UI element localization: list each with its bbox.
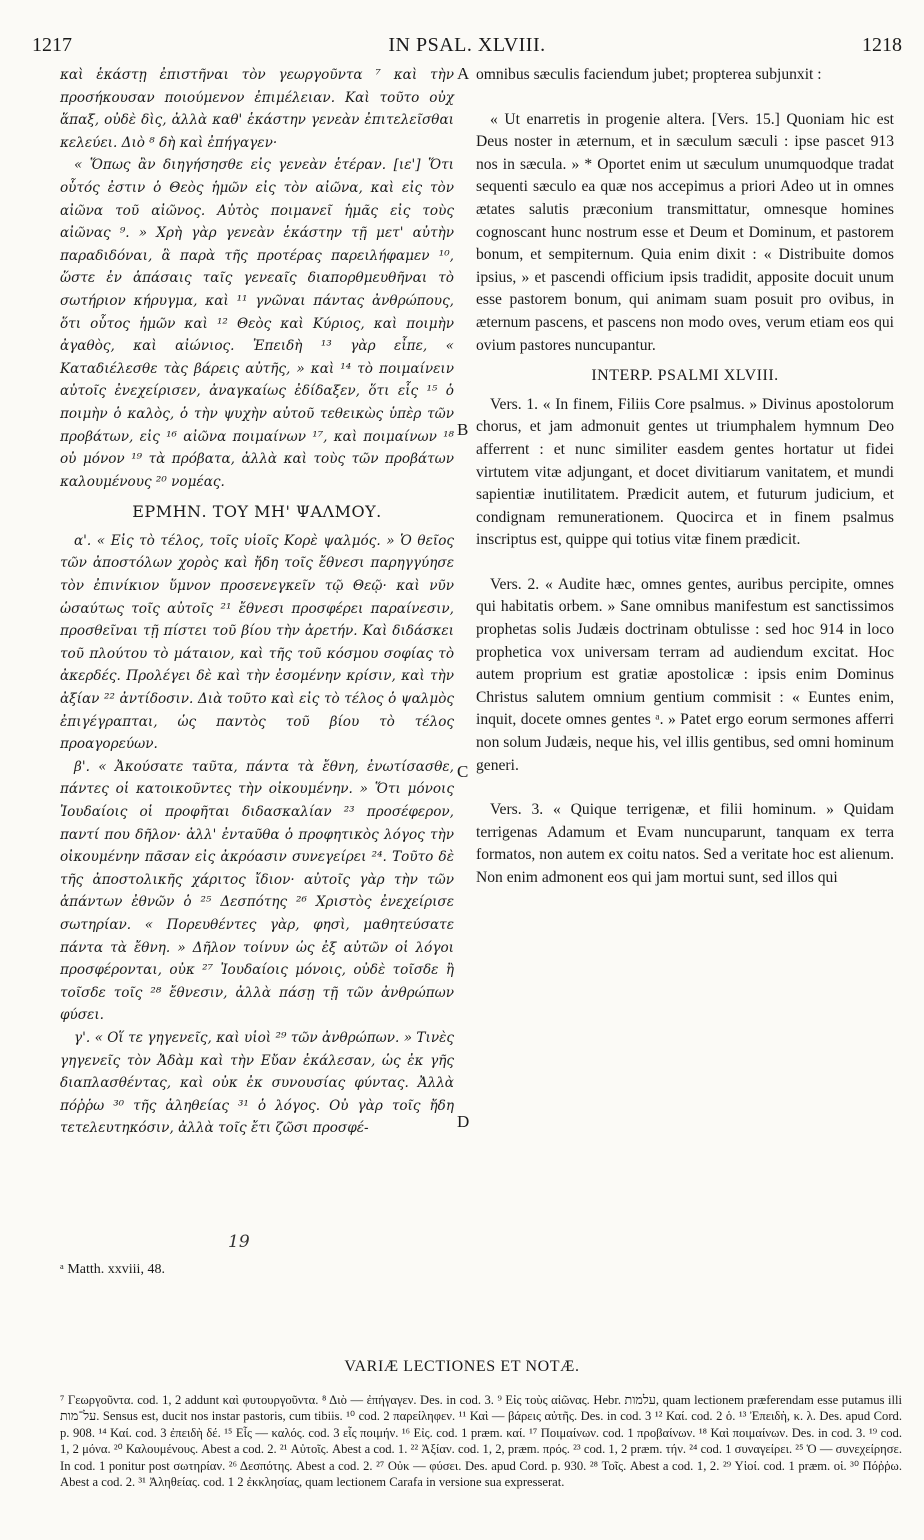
greek-verse-paragraph: β'. « Ἀκούσατε ταῦτα, πάντα τὰ ἔθνη, ἐνωτίσασθε, πάντες οἱ κατοικοῦντες τὴν οἰκουμένην. » Ὅτι μόνοις Ἰουδαίοις οἱ προφῆται διδασκαλίαν ²³ προσέφερον, παντί που δῆλον· ἀλλ' ἐνταῦθα ὁ προφητικὸς λόγος τὴν οἰκουμένην πᾶσαν εἰς ἀκρόασιν συνεγείρει ²⁴. Τοῦτο δὲ τῆς ἀποστολικῆς χάριτος ἴδιον· αὐτοῖς γὰρ τὴν τῶν ἁπάντων ἐθνῶν ὁ ²⁵ Δεσπότης ²⁶ Χριστὸς ἐνεχείρισε σωτηρίαν. « Πορευθέντες γὰρ, φησὶ, μαθητεύσατε πάντα τὰ ἔθνη. » Δῆλον τοίνυν ὡς ἐξ αὐτῶν οἱ λόγοι προσφέρονται, οὐκ ²⁷ Ἰουδαίοις μόνοις, οὐδὲ τοῖσδε ἢ τοῖσδε τοῖς ²⁸ ἔθνεσιν, ἀλλὰ πάσῃ τῇ τῶν ἀνθρώπων φύσει. [60, 758, 454, 1024]
latin-section-heading: INTERP. PSALMI XLVIII. [591, 367, 779, 385]
variae-lectiones-text: ⁷ Γεωργοῦντα. cod. 1, 2 addunt καὶ φυτουργοῦντα. ⁸ Διὸ — ἐπήγαγεν. Des. in cod. 3. ⁹ Εἰς τοὺς αἰῶνας. Hebr. עלמות, quam lectionem præferendam esse putamus illi על־מות. Sensus est, ducit nos instar pastoris, cum tibiis. ¹⁰ cod. 2 παρείληφεν. ¹¹ Καὶ — βάρεις αὐτῆς. Des. in cod. 3 ¹² Καί. cod. 2 ὁ. ¹³ Ἐπειδὴ, κ. λ. Des. apud Cord. p. 908. ¹⁴ Καί. cod. 3 ἐπειδὴ δέ. ¹⁵ Εἷς — καλός. cod. 3 εἷς ποιμήν. ¹⁶ Εἰς. cod. 1 præm. καί. ¹⁷ Ποιμαίνων. cod. 1 προβαίνων. ¹⁸ Καὶ ποιμαίνων. Des. in cod. 3. ¹⁹ cod. 1, 2 μόνα. ²⁰ Καλουμένους. Abest a cod. 2. ²¹ Αὐτοῖς. Abest a cod. 1. ²² Ἀξίαν. cod. 1, 2, præm. πρός. ²³ cod. 1, 2 præm. τήν. ²⁴ cod. 1 συναγείρει. ²⁵ Ὁ — συνεχείρησε. In cod. 1 ponitur post σωτηρίαν. ²⁶ Δεσπότης. Abest a cod. 2. ²⁷ Οὐκ — φύσει. Des. apud Cord. p. 930. ²⁸ Τοῖς. Abest a cod. 1, 2. ²⁹ Υἱοί. cod. 1 præm. οἱ. ³⁰ Πόῤῥω. Abest a cod. 2. ³¹ Ἀληθείας. cod. 1 2 ἐκκλησίας, quam lectionem Carafa in versione sua expresserat. [60, 1393, 902, 1490]
greek-section-heading: ΕΡΜΗΝ. ΤΟΥ ΜΗ' ΨΑΛΜΟΥ. [132, 502, 382, 522]
spacer [476, 552, 894, 574]
column-marker-d: D [457, 1112, 470, 1131]
latin-paragraph: omnibus sæculis faciendum jubet; propterea subjunxit : [476, 66, 822, 83]
greek-verse-paragraph: γ'. « Οἵ τε γηγενεῖς, καὶ υἱοὶ ²⁹ τῶν ἀνθρώπων. » Τινὲς γηγενεῖς τὸν Ἀδὰμ καὶ τὴν Εὔαν ἐκάλεσαν, ὡς ἐκ γῆς διαπλασθέντας, καὶ οὐκ ἐκ συνουσίας φύντας. Ἀλλὰ πόῤῥω ³⁰ τῆς ἀληθείας ³¹ ὁ λόγος. Οὐ γὰρ τοῖς ἤδη τετελευτηκόσιν, ἀλλὰ τοῖς ἔτι ζῶσι προσφέ- [60, 1029, 454, 1137]
page-number-right: 1218 [862, 34, 902, 56]
column-marker-a: A [457, 64, 470, 83]
latin-paragraph: « Ut enarretis in progenie altera. [Vers. 15.] Quoniam hic est Deus noster in æternum, et in sæculum sæculi : ipse pascet 913 nos in sæcula. » * Oportet enim ut sæculum unumquodque tradat sequenti sæculo ea quæ nos accepimus a priori Adeo ut in omnes ætates salutis præconium transmittatur, omnesque homines cognoscant hunc nostrum esse et Deum et Dominum, et pastorem bonum, et sempiternum. Quia enim dixit : « Distribuite domos ipsius, » et pascendi officium ipsis tradidit, apposite docuit unum esse pastorem bonum, qui animam suam posuit pro ovibus, in æternum pascens, et pascens non modo oves, verum etiam eos qui ovium pastores nuncupantur. [476, 110, 894, 354]
latin-verse-paragraph: Vers. 3. « Quique terrigenæ, et filii hominum. » Quidam terrigenas Adamum et Evam nuncuparunt, tanquam ex terra formatos, non autem ex coitu natos. Sed a veritate hoc est alienum. Non enim admonent eos qui jam mortui sunt, sed illos qui [476, 801, 894, 886]
column-marker-c: C [457, 762, 469, 781]
latin-column [476, 64, 894, 890]
footnote: ᵃ Matth. xxviii, 48. [60, 1262, 165, 1277]
latin-verse-paragraph: Vers. 2. « Audite hæc, omnes gentes, auribus percipite, omnes qui habitatis orbem. » Sane omnibus manifestum est sanctissimos prophetas solis Judæis doctrinam obtulisse : sed hoc 914 in loco prophetica vox universam terram ad audiendum excitat. Hoc autem proprium est gratiæ apostolicæ : ipsis enim Dominus Christus salutem omnium gentium commisit : « Euntes enim, inquit, docete omnes gentes ᵃ. » Patet ergo eorum sermones afferri non solum Judæis, neque his, vel illis gentibus, sed omni hominum generi. [476, 575, 895, 774]
page-number-left: 1217 [32, 34, 72, 56]
greek-column [60, 64, 454, 1140]
handwritten-note: 19 [228, 1232, 250, 1252]
spacer [476, 87, 894, 109]
greek-paragraph: καὶ ἑκάστῃ ἐπιστῆναι τὸν γεωργοῦντα ⁷ καὶ τὴν προσήκουσαν ποιούμενον ἐπιμέλειαν. Καὶ τοῦτο οὐχ ἅπαξ, οὐδὲ δὶς, ἀλλὰ καθ' ἑκάστην γενεὰν ἐπιτελεῖσθαι κελεύει. Διὸ ⁸ δὴ καὶ ἐπήγαγεν· [60, 67, 454, 151]
page-header [32, 34, 902, 60]
variae-lectiones-title: VARIÆ LECTIONES ET NOTÆ. [344, 1358, 580, 1375]
spacer [476, 777, 894, 799]
latin-verse-paragraph: Vers. 1. « In finem, Filiis Core psalmus. » Divinus apostolorum chorus, et jam admonuit gentes ut triumphalem hymnum Deo afferrent : et nunc similiter easdem gentes hortatur ut fidei virtutem vitæ adjungant, et docet divitiarum vanitatem, et mundi sapientiæ inutilitatem. Prædicit autem, et futurum judicium, et condignam remunerationem. Quocirca et in finem psalmus inscriptus est, quippe qui totius vitæ finem prædicit. [476, 395, 894, 549]
greek-verse-paragraph: α'. « Εἰς τὸ τέλος, τοῖς υἱοῖς Κορὲ ψαλμός. » Ὁ θεῖος τῶν ἀποστόλων χορὸς καὶ ἤδη τοῖς ἔθνεσι παρηγγύησε τὸν ἐπινίκιον ὕμνον προσενεγκεῖν τῷ Θεῷ· καὶ νῦν ὡσαύτως τοῖς αὐτοῖς ²¹ ἔθνεσι προσφέρει παραίνεσιν, προσθεῖναι τῇ πίστει τοῦ βίου τὴν ἀρετήν. Καὶ διδάσκει τοῦ πλούτου τὸ μάταιον, καὶ τῆς τοῦ κόσμου σοφίας τὸ ἀκερδές. Προλέγει δὲ καὶ τὴν ἐσομένην κρίσιν, καὶ τὴν ἀξίαν ²² ἀντίδοσιν. Διὰ τοῦτο καὶ εἰς τὸ τέλος ὁ ψαλμὸς ἐπιγέγραπται, ὡς παντὸς τοῦ βίου τὸ τέλος προαγορεύων. [60, 532, 454, 753]
running-title: IN PSAL. XLVIII. [388, 34, 546, 56]
greek-paragraph: « Ὅπως ἂν διηγήσησθε εἰς γενεὰν ἑτέραν. [ιε'] Ὅτι οὗτός ἐστιν ὁ Θεὸς ἡμῶν εἰς τὸν αἰῶνα, καὶ εἰς τὸν αἰῶνα τοῦ αἰῶνος. Αὐτὸς ποιμανεῖ ἡμᾶς εἰς τοὺς αἰῶνας ⁹. » Χρὴ γὰρ γενεὰν ἑκάστην τῇ μετ' αὐτὴν παραδιδόναι, ἃ παρὰ τῆς προτέρας παρειλήφαμεν ¹⁰, ὥστε ἐν ἁπάσαις ταῖς γενεαῖς διαπορθμευθῆναι τὸ σωτήριον κήρυγμα, καὶ ¹¹ γνῶναι πάντας ἀνθρώπους, ὅτι οὗτος ἡμῶν καὶ ¹² Θεὸς καὶ Κύριος, καὶ ποιμὴν ἀγαθὸς, καὶ αἰώνιος. Ἐπειδὴ ¹³ γὰρ εἶπε, « Καταδιέλεσθε τὰς βάρεις αὐτῆς, » καὶ ¹⁴ τὸ ποιμαίνειν αὐτοῖς ἐνεχείρισεν, ἀναγκαίως ἐδίδαξεν, ὅτι εἷς ¹⁵ ὁ ποιμὴν ὁ καλὸς, ὁ τὴν ψυχὴν αὐτοῦ τεθεικὼς ὑπὲρ τῶν προβάτων, εἰς ¹⁶ αἰῶνα ποιμαίνων ¹⁷, καὶ ποιμαίνων ¹⁸ οὐ μόνον ¹⁹ τὰ πρόβατα, ἀλλὰ καὶ τοὺς τῶν προβάτων καλουμένους ²⁰ νομέας. [60, 157, 454, 490]
column-marker-b: B [457, 420, 469, 439]
